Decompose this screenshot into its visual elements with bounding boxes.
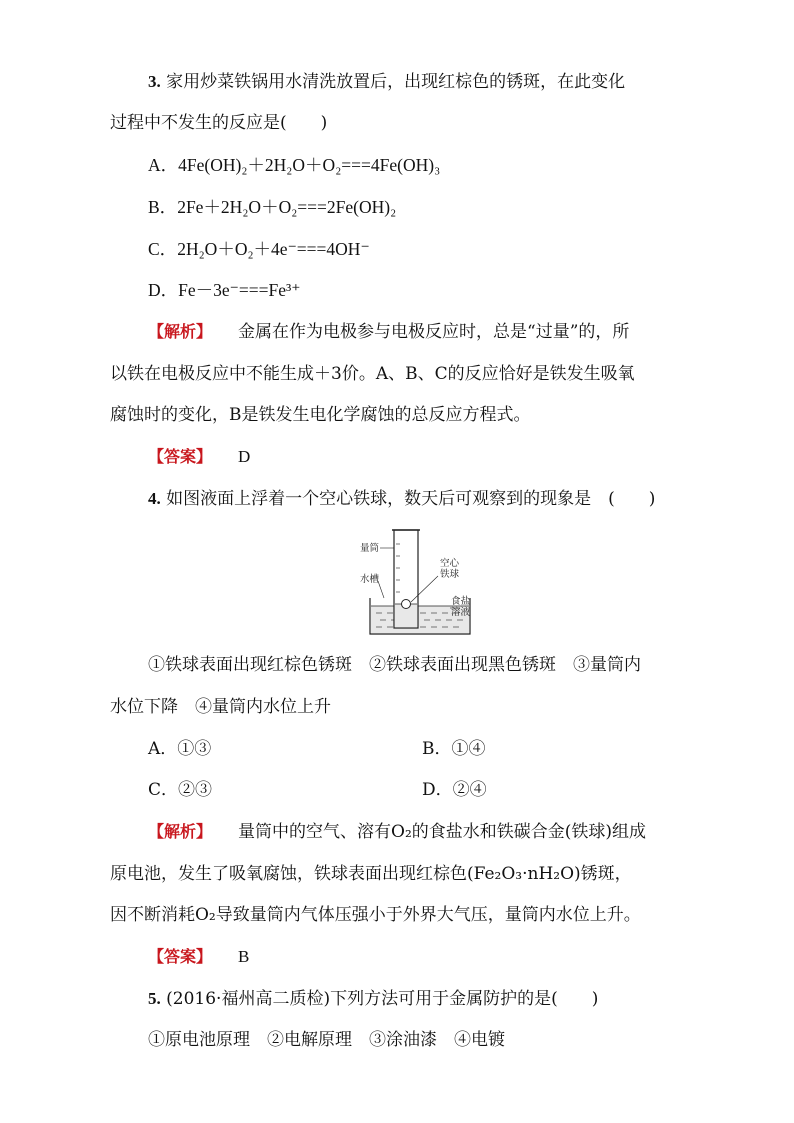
q3-answer-line [148,445,250,469]
q3-option-b-label: B． [148,197,178,217]
q4-option-c: C．②③ [148,780,213,800]
q3-answer-value: D [238,447,251,466]
q4-analysis-line-1 [148,820,646,844]
q4-items-line-2: 水位下降 ④量筒内水位上升 [110,697,331,717]
q3-option-b-equation: 2Fe＋2H₂O＋O₂===2Fe(OH)₂ [177,197,397,217]
q3-analysis-line-3: 腐蚀时的变化，B是铁发生电化学腐蚀的总反应方程式。 [110,405,531,425]
q4-analysis-line-2: 原电池，发生了吸氧腐蚀，铁球表面出现红棕色(Fe₂O₃·nH₂O)锈斑， [110,864,632,884]
q3-option-a-equation: 4Fe(OH)₂＋2H₂O＋O₂===4Fe(OH)₃ [178,155,441,175]
q4-experiment-figure [360,524,480,642]
q3-option-b [148,195,396,219]
q4-option-b: B．①④ [422,739,486,759]
q3-stem-line-2: 过程中不发生的反应是( ) [110,113,328,133]
label-ball-2: 铁球 [440,569,460,580]
q4-analysis-text-1: 量筒中的空气、溶有O₂的食盐水和铁碳合金(铁球)组成 [238,822,647,842]
q4-analysis-line-3: 因不断消耗O₂导致量筒内气体压强小于外界大气压，量筒内水位上升。 [110,905,641,925]
label-solution-2: 溶液 [451,607,471,618]
q4-answer-line [148,945,249,969]
q3-analysis-tag: 【解析】 [148,322,213,341]
q3-stem-text-1: 家用炒菜铁锅用水清洗放置后，出现红棕色的锈斑，在此变化 [166,72,626,92]
q5-number: 5. [148,989,161,1008]
label-trough: 水槽 [360,574,380,585]
q5-stem-text: (2016·福州高二质检)下列方法可用于金属防护的是( ) [166,989,599,1009]
q3-option-a [148,153,440,177]
q4-stem-text: 如图液面上浮着一个空心铁球，数天后可观察到的现象是 ( ) [166,489,656,509]
q3-analysis-line-2: 以铁在电极反应中不能生成＋3价。A、B、C的反应恰好是铁发生吸氧 [110,364,635,384]
q3-option-d [148,278,301,302]
q4-items-line-1: ①铁球表面出现红棕色锈斑 ②铁球表面出现黑色锈斑 ③量筒内 [148,655,641,675]
q5-items-line: ①原电池原理 ②电解原理 ③涂油漆 ④电镀 [148,1030,505,1050]
q3-stem-line-1 [148,70,625,94]
q3-analysis-text-1: 金属在作为电极参与电极反应时，总是“过量”的，所 [238,322,630,342]
q3-analysis-line-1 [148,320,629,344]
q5-stem-line [148,987,598,1011]
q3-number: 3. [148,72,161,91]
q4-option-d: D．②④ [422,780,487,800]
q4-answer-tag: 【答案】 [148,947,213,966]
hollow-iron-ball [402,600,411,609]
q4-analysis-tag: 【解析】 [148,822,213,841]
label-ball-1: 空心 [440,558,460,569]
q3-option-c-label: C． [148,239,178,259]
label-cylinder: 量筒 [360,543,380,554]
q3-option-c [148,237,370,261]
q4-number: 4. [148,489,161,508]
q3-option-d-label: D． [148,280,179,300]
label-solution-1: 食盐 [451,596,471,607]
q4-answer-value: B [238,947,250,966]
q3-option-c-equation: 2H₂O＋O₂＋4e⁻===4OH⁻ [177,239,370,259]
q4-stem-line [148,487,655,511]
q3-answer-tag: 【答案】 [148,447,213,466]
q3-option-d-equation: Fe－3e⁻===Fe³⁺ [178,280,301,300]
q3-option-a-label: A． [148,155,179,175]
q4-option-a: A．①③ [148,739,212,759]
